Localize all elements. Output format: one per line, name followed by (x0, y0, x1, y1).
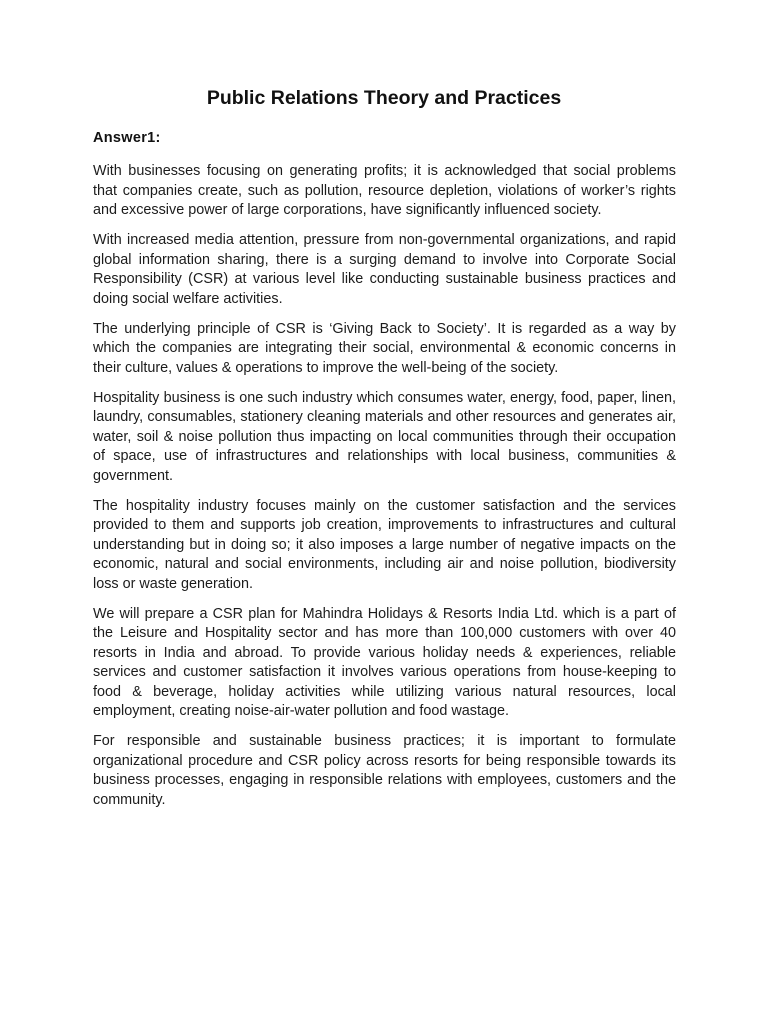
paragraph: The underlying principle of CSR is ‘Giving Back to Society’. It is regarded as a way by which the companies are integrating their social, environmental & economic concerns in their culture, values & operations to improve the well-being of the society. (93, 320, 676, 376)
page-title: Public Relations Theory and Practices (206, 87, 562, 109)
paragraph: The hospitality industry focuses mainly on the customer satisfaction and the services provided to them and supports job creation, improvements to infrastructures and cultural understanding but in doing so; it also imposes a large number of negative impacts on the economic, natural and social environments, including air and noise pollution, biodiversity loss or waste generation. (93, 497, 676, 592)
answer-heading: Answer1: (93, 130, 161, 146)
paragraph: For responsible and sustainable business practices; it is important to formulate organizational procedure and CSR policy across resorts for being responsible towards its business processes, engaging in responsible relations with employees, customers and the community. (93, 733, 676, 808)
paragraph: With increased media attention, pressure from non-governmental organizations, and rapid global information sharing, there is a surging demand to involve into Corporate Social Responsibility (CSR) at various level like conducting sustainable business practices and doing social welfare activities. (93, 232, 676, 307)
paragraph: With businesses focusing on generating profits; it is acknowledged that social problems that companies create, such as pollution, resource depletion, violations of worker’s rights and excessive power of large corporations, have significantly influenced society. (93, 163, 676, 218)
paragraph: Hospitality business is one such industry which consumes water, energy, food, paper, linen, laundry, consumables, stationery cleaning materials and other resources and generates air, water, soil & noise pollution thus impacting on local communities through their occupation of space, use of infrastructures and relationships with local business, communities & government. (93, 389, 676, 484)
document-body (93, 162, 676, 821)
paragraph: We will prepare a CSR plan for Mahindra Holidays & Resorts India Ltd. which is a part of the Leisure and Hospitality sector and has more than 100,000 customers with over 40 resorts in India and abroad. To provide various holiday needs & experiences, reliable services and customer satisfaction it involves various operations from house-keeping to food & beverage, holiday activities while utilizing various natural resources, local employment, creating noise-air-water pollution and food wastage. (93, 605, 676, 719)
